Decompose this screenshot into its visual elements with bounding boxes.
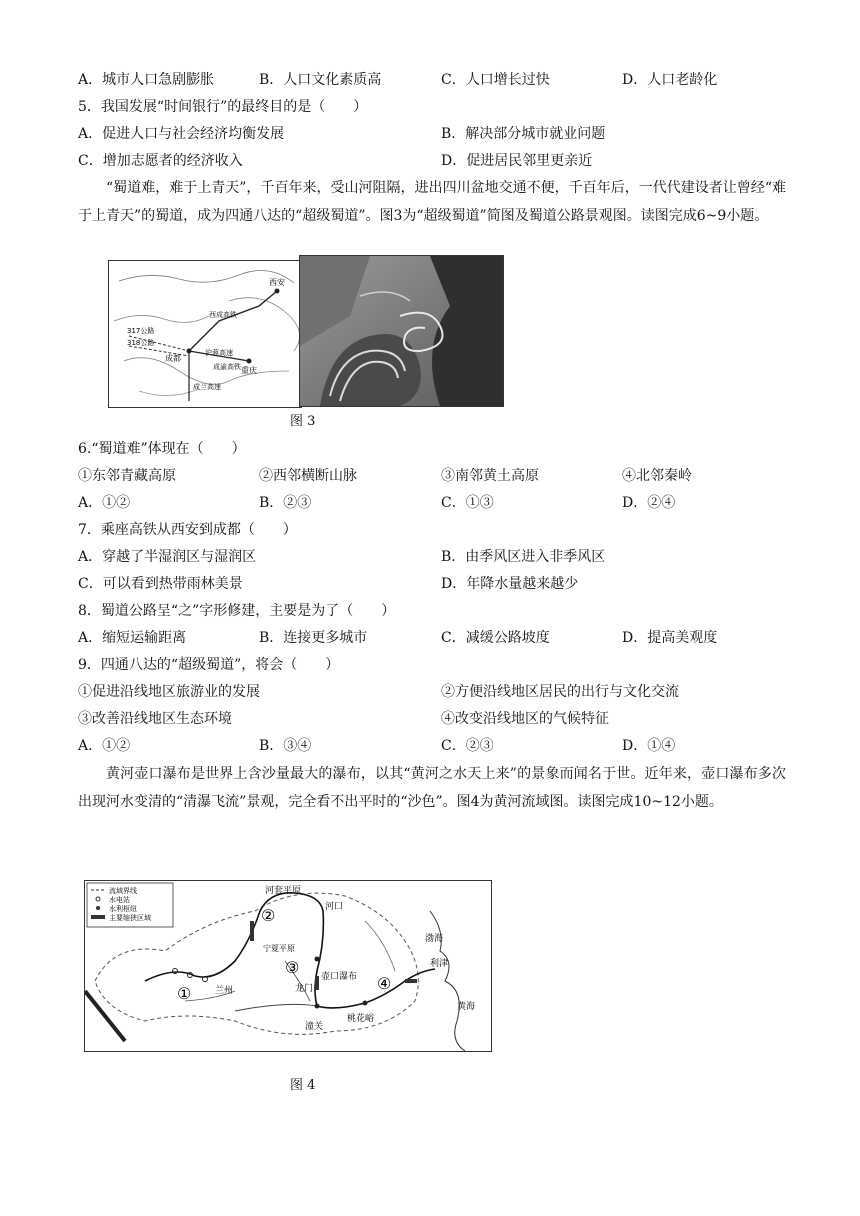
label-huanghai: 黄海 xyxy=(457,1002,476,1012)
legend-narrow: 主要缩狭区域 xyxy=(109,914,151,922)
label-region-1: ① xyxy=(177,984,192,1003)
q9-stem: 9．四通八达的“超级蜀道”，将会（ ） xyxy=(78,657,340,673)
q6-option-d: D．②④ xyxy=(622,495,676,511)
q9-item-4: ④改变沿线地区的气候特征 xyxy=(441,711,609,727)
q9-item-1: ①促进沿线地区旅游业的发展 xyxy=(78,684,260,700)
q7-option-b: B．由季风区进入非季风区 xyxy=(441,549,606,565)
q4-option-c: C．人口增长过快 xyxy=(441,72,550,88)
q7-option-c: C．可以看到热带雨林美景 xyxy=(78,576,243,592)
label-chengyu: 成渝高铁 xyxy=(213,363,241,371)
label-chengdu: 成都 xyxy=(165,354,181,363)
label-bohai: 渤海 xyxy=(425,934,444,944)
label-region-3: ③ xyxy=(285,958,300,977)
passage-huanghe: 黄河壶口瀑布是世界上含沙量最大的瀑布，以其“黄河之水天上来”的景象而闻名于世。近年来，壶口瀑布多次出现河水变清的“清瀑飞流”景观，完全看不出平时的“沙色”。图4为黄河流域图。读图完成10~12小题。 xyxy=(78,766,786,810)
label-chongqing: 重庆 xyxy=(241,366,257,375)
q6-option-c: C．①③ xyxy=(441,495,494,511)
label-region-4: ④ xyxy=(377,974,392,993)
q7-option-a: A．穿越了半湿润区与湿润区 xyxy=(78,549,257,565)
q5-stem: 5．我国发展“时间银行”的最终目的是（ ） xyxy=(78,99,368,115)
q6-option-a: A．①② xyxy=(78,495,131,511)
q6-stem: 6.“蜀道难”体现在（ ） xyxy=(78,441,246,457)
label-taohuayu: 桃花峪 xyxy=(347,1014,375,1024)
q6-option-b: B．②③ xyxy=(259,495,312,511)
label-ningxia: 宁夏平原 xyxy=(263,944,295,953)
q6-item-1: ①东邻青藏高原 xyxy=(78,468,176,484)
fig3-map xyxy=(108,260,302,408)
label-region-2: ② xyxy=(261,906,276,925)
legend-hydropower: 水电站 xyxy=(109,896,130,904)
label-huan: 沪蓉高速 xyxy=(205,349,233,357)
q6-item-3: ③南邻黄土高原 xyxy=(441,468,539,484)
q5-option-a: A．促进人口与社会经济均衡发展 xyxy=(78,126,285,142)
q4-option-d: D．人口老龄化 xyxy=(622,72,718,88)
label-lanzhou: 兰州 xyxy=(215,986,234,996)
label-chenglan: 成兰高速 xyxy=(193,383,221,391)
q7-option-d: D．年降水量越来越少 xyxy=(441,576,579,592)
label-hukou: 壶口瀑布 xyxy=(321,972,358,982)
label-xian: 西安 xyxy=(269,278,285,287)
q5-option-d: D．促进居民邻里更亲近 xyxy=(441,153,593,169)
fig4-map xyxy=(84,880,492,1052)
q9-option-b: B．③④ xyxy=(259,738,312,754)
fig3-caption: 图 3 xyxy=(290,414,316,429)
label-xicheng-rail: 西成高铁 xyxy=(209,311,237,319)
fig4-caption: 图 4 xyxy=(290,1078,316,1093)
label-hetao: 河套平原 xyxy=(265,886,302,896)
q9-item-2: ②方便沿线地区居民的出行与文化交流 xyxy=(441,684,679,700)
label-lijin: 利津 xyxy=(430,959,449,969)
q8-option-d: D．提高美观度 xyxy=(622,630,718,646)
label-longmen: 龙门 xyxy=(295,984,314,994)
q7-stem: 7．乘座高铁从西安到成都（ ） xyxy=(78,522,297,538)
q9-item-3: ③改善沿线地区生态环境 xyxy=(78,711,232,727)
q4-option-a: A．城市人口急剧膨胀 xyxy=(78,72,215,88)
q8-option-b: B．连接更多城市 xyxy=(259,630,368,646)
q8-option-c: C．减缓公路坡度 xyxy=(441,630,550,646)
q5-option-b: B．解决部分城市就业问题 xyxy=(441,126,606,142)
q8-stem: 8．蜀道公路呈“之”字形修建，主要是为了（ ） xyxy=(78,603,396,619)
q9-option-a: A．①② xyxy=(78,738,131,754)
q9-option-c: C．②③ xyxy=(441,738,494,754)
q9-option-d: D．①④ xyxy=(622,738,676,754)
q6-item-2: ②西邻横断山脉 xyxy=(259,468,357,484)
legend-hub: 水利枢纽 xyxy=(109,905,137,913)
label-road317: 317公路 xyxy=(127,327,155,335)
q5-option-c: C．增加志愿者的经济收入 xyxy=(78,153,243,169)
q6-item-4: ④北邻秦岭 xyxy=(622,468,692,484)
label-road318: 318公路 xyxy=(127,339,155,347)
legend-boundary: 流域界线 xyxy=(109,887,137,895)
passage-shudao: “蜀道难，难于上青天”，千百年来，受山河阻隔，进出四川盆地交通不便，千百年后，一代代建设者让曾经“难于上青天”的蜀道，成为四通八达的“超级蜀道”。图3为“超级蜀道”简图及蜀道公路景观图。读图完成6~9小题。 xyxy=(78,180,786,224)
label-tongguan: 潼关 xyxy=(305,1022,324,1032)
label-hekou: 河口 xyxy=(325,902,344,912)
q8-option-a: A．缩短运输距离 xyxy=(78,630,187,646)
q4-option-b: B．人口文化素质高 xyxy=(259,72,382,88)
fig3-photo xyxy=(299,255,504,407)
